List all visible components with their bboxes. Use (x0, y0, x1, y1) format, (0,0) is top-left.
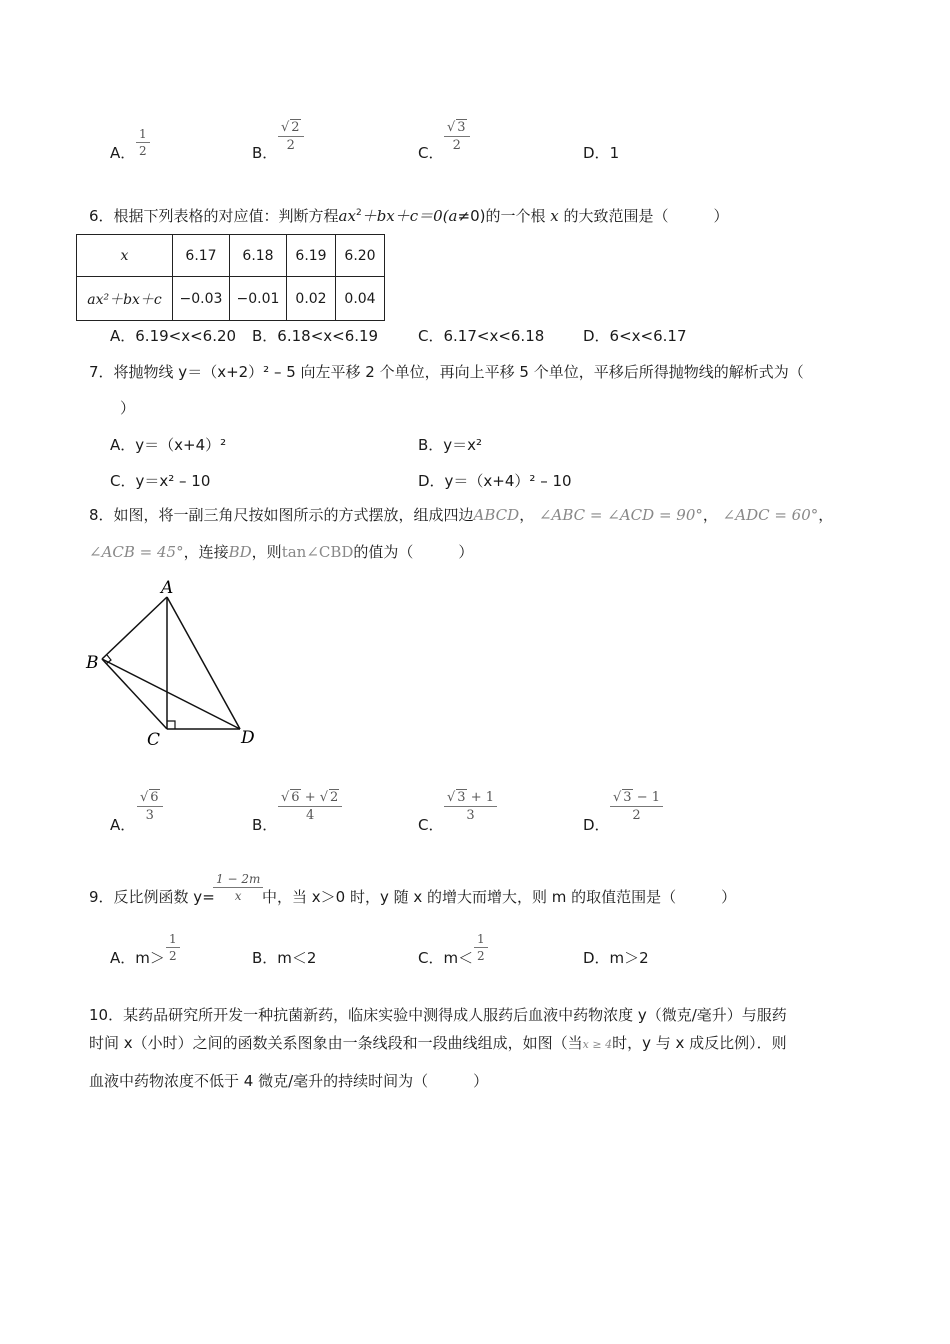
q9-option-a-label[interactable]: A．m＞ (110, 949, 165, 967)
q5-option-b-label[interactable]: B． (252, 144, 278, 162)
point-label-a: A (161, 578, 174, 598)
table-row (77, 235, 385, 277)
q9-fraction: $\frac{1 - 2m}{x}$ (213, 872, 263, 903)
q8-option-c-fraction: $\frac{√ 3 + 1}{3}$ (444, 789, 497, 823)
segment-ad (167, 597, 240, 729)
table-cell: 0.02 (287, 277, 336, 321)
q7-option-a[interactable]: A．y＝（x+4）² (110, 436, 227, 454)
q9-option-c-fraction: $\frac{1}{2}$ (474, 932, 488, 963)
q7-stem-line1: 7．将抛物线 y＝（x+2）² – 5 向左平移 2 个单位，再向上平移 5 个单位，平移后所得抛物线的解析式为（ (89, 363, 804, 381)
segment-bd (102, 659, 240, 729)
table-cell: 6.17 (173, 235, 230, 277)
q6-stem: 6．根据下列表格的对应值：判断方程$ax^2+bx+c=0(a\ne 0)$的一个根 x 的大致范围是（ ） (89, 207, 729, 225)
q6-option-c[interactable]: C．6.17<x<6.18 (418, 327, 545, 345)
table-cell: 6.18 (230, 235, 287, 277)
q9-option-a-fraction: $\frac{1}{2}$ (166, 932, 180, 963)
table-cell: −0.03 (173, 277, 230, 321)
table-row-label: ax²＋bx＋c (77, 277, 173, 321)
q7-stem-line2: ） (120, 399, 136, 417)
segment-ab (102, 597, 167, 659)
q8-figure (80, 575, 270, 755)
segment-bc (102, 659, 167, 729)
q6-option-d[interactable]: D．6<x<6.17 (583, 327, 687, 345)
q6-option-a[interactable]: A．6.19<x<6.20 (110, 327, 237, 345)
q8-stem-line1: 8．如图，将一副三角尺按如图所示的方式摆放，组成四边ABCD， ∠ABC = ∠ACD = 90°， ∠ADC = 60°， (89, 506, 834, 524)
q9-option-c-label[interactable]: C．m＜ (418, 949, 474, 967)
q5-option-a-fraction: $\frac{1}{2}$ (136, 127, 150, 158)
q8-option-a-fraction: $\frac{√ 6}{3}$ (137, 789, 163, 823)
table-cell: 6.20 (336, 235, 385, 277)
point-label-c: C (147, 730, 161, 750)
q6-value-table (76, 234, 385, 321)
q5-option-c-fraction: $\frac{√ 3}{2}$ (444, 119, 470, 153)
table-cell: 0.04 (336, 277, 385, 321)
q8-stem-line2: ∠ACB = 45°，连接BD，则tan∠CBD的值为（ ） (89, 543, 474, 561)
q8-option-a-label[interactable]: A． (110, 816, 136, 834)
q9-suffix: 中，当 x＞0 时，y 随 x 的增大而增大，则 m 的取值范围是（ ） (262, 888, 737, 906)
q8-option-d-fraction: $\frac{√ 3 - 1}{2}$ (610, 789, 663, 823)
table-row (77, 277, 385, 321)
q8-option-c-label[interactable]: C． (418, 816, 444, 834)
q9-option-d[interactable]: D．m＞2 (583, 949, 649, 967)
q7-option-c[interactable]: C．y＝x² – 10 (110, 472, 211, 490)
q9-option-b[interactable]: B．m＜2 (252, 949, 317, 967)
q8-option-d-label[interactable]: D． (583, 816, 610, 834)
table-header-x: x (77, 235, 173, 277)
q5-option-d[interactable]: D．1 (583, 144, 620, 162)
q7-option-d[interactable]: D．y＝（x+4）² – 10 (418, 472, 572, 490)
q5-option-a-label[interactable]: A． (110, 144, 136, 162)
q7-option-b[interactable]: B．y＝x² (418, 436, 483, 454)
point-label-d: D (241, 728, 255, 748)
q10-stem-line2: 时间 x（小时）之间的函数关系图象由一条线段和一段曲线组成，如图（当x ≥ 4时，y 与 x 成反比例）．则 (89, 1034, 787, 1052)
q5-option-b-fraction: $\frac{√ 2}{2}$ (278, 119, 304, 153)
q6-option-b[interactable]: B．6.18<x<6.19 (252, 327, 379, 345)
right-angle-mark-c (167, 721, 175, 729)
q10-stem-line1: 10．某药品研究所开发一种抗菌新药，临床实验中测得成人服药后血液中药物浓度 y（微克/毫升）与服药 (89, 1006, 787, 1024)
table-cell: −0.01 (230, 277, 287, 321)
table-cell: 6.19 (287, 235, 336, 277)
q8-option-b-fraction: $\frac{√ 6 + √ 2}{4}$ (278, 789, 342, 823)
q8-option-b-label[interactable]: B． (252, 816, 278, 834)
point-label-b: B (86, 653, 99, 673)
q9-prefix: 9．反比例函数 y= (89, 888, 215, 906)
q10-stem-line3: 血液中药物浓度不低于 4 微克/毫升的持续时间为（ ） (89, 1072, 489, 1090)
q5-option-c-label[interactable]: C． (418, 144, 444, 162)
